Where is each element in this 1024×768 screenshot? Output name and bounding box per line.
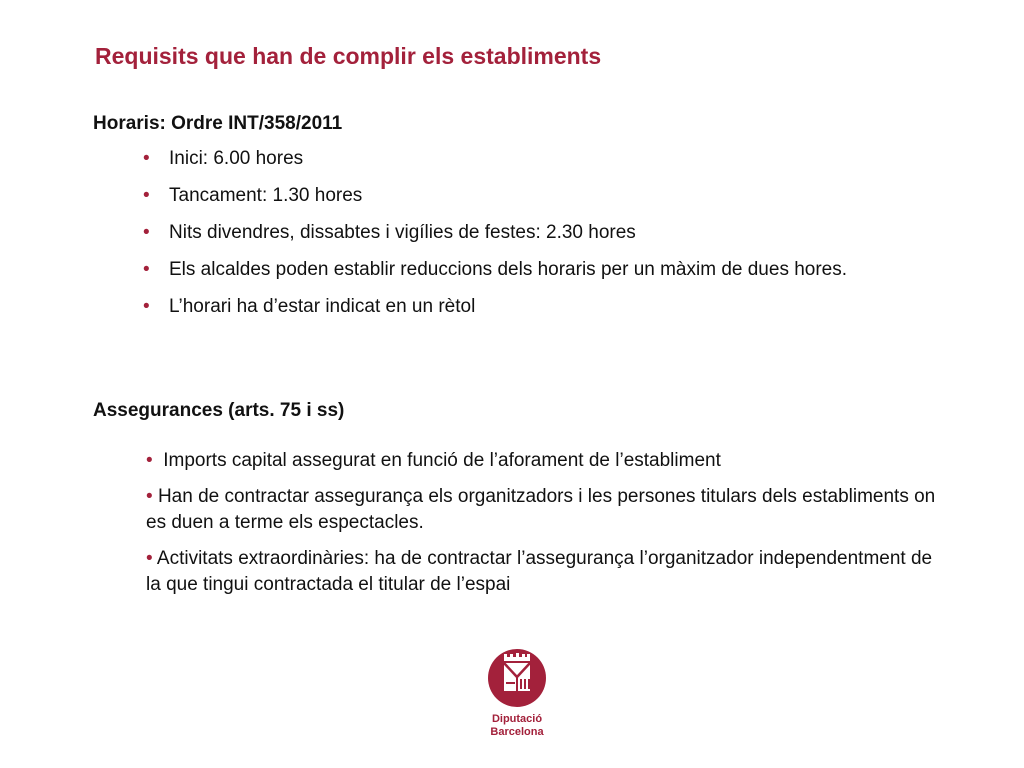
list-item-text: Inici: 6.00 hores xyxy=(169,148,304,169)
diputacio-emblem-icon xyxy=(487,648,547,708)
list-item xyxy=(143,257,943,283)
assegurances-list xyxy=(146,448,946,608)
page-title: Requisits que han de complir els establiments xyxy=(95,43,602,69)
diputacio-logo xyxy=(472,648,562,739)
list-item xyxy=(146,546,946,598)
list-item xyxy=(143,183,943,209)
logo-text-line2: Barcelona xyxy=(490,726,544,738)
list-item-text: Han de contractar assegurança els organitzadors i les persones titulars dels establiments on es duen a terme els espectacles. xyxy=(146,486,936,533)
list-item-text: Els alcaldes poden establir reduccions dels horaris per un màxim de dues hores. xyxy=(169,259,848,280)
list-item xyxy=(146,448,946,474)
bullet-icon: • xyxy=(143,222,150,243)
list-item xyxy=(143,146,943,172)
horaris-heading: Horaris: Ordre INT/358/2011 xyxy=(93,113,343,134)
list-item xyxy=(143,220,943,246)
list-item xyxy=(146,484,946,536)
bullet-icon: • xyxy=(146,450,153,471)
bullet-icon: • xyxy=(143,185,150,206)
bullet-icon: • xyxy=(143,296,150,317)
bullet-icon: • xyxy=(143,259,150,280)
list-item-text: Activitats extraordinàries: ha de contractar l’assegurança l’organitzador independentment de la que tingui contractada el titular de l’espai xyxy=(146,548,933,595)
bullet-icon: • xyxy=(146,548,153,569)
assegurances-heading: Assegurances (arts. 75 i ss) xyxy=(93,400,345,421)
list-item xyxy=(143,294,943,320)
bullet-icon: • xyxy=(146,486,153,507)
list-item-text: Imports capital assegurat en funció de l’aforament de l’establiment xyxy=(163,450,721,471)
horaris-list xyxy=(143,146,943,331)
list-item-text: Nits divendres, dissabtes i vigílies de festes: 2.30 hores xyxy=(169,222,636,243)
logo-text-line1: Diputació xyxy=(491,713,543,725)
bullet-icon: • xyxy=(143,148,150,169)
list-item-text: Tancament: 1.30 hores xyxy=(169,185,363,206)
list-item-text: L’horari ha d’estar indicat en un rètol xyxy=(169,296,476,317)
